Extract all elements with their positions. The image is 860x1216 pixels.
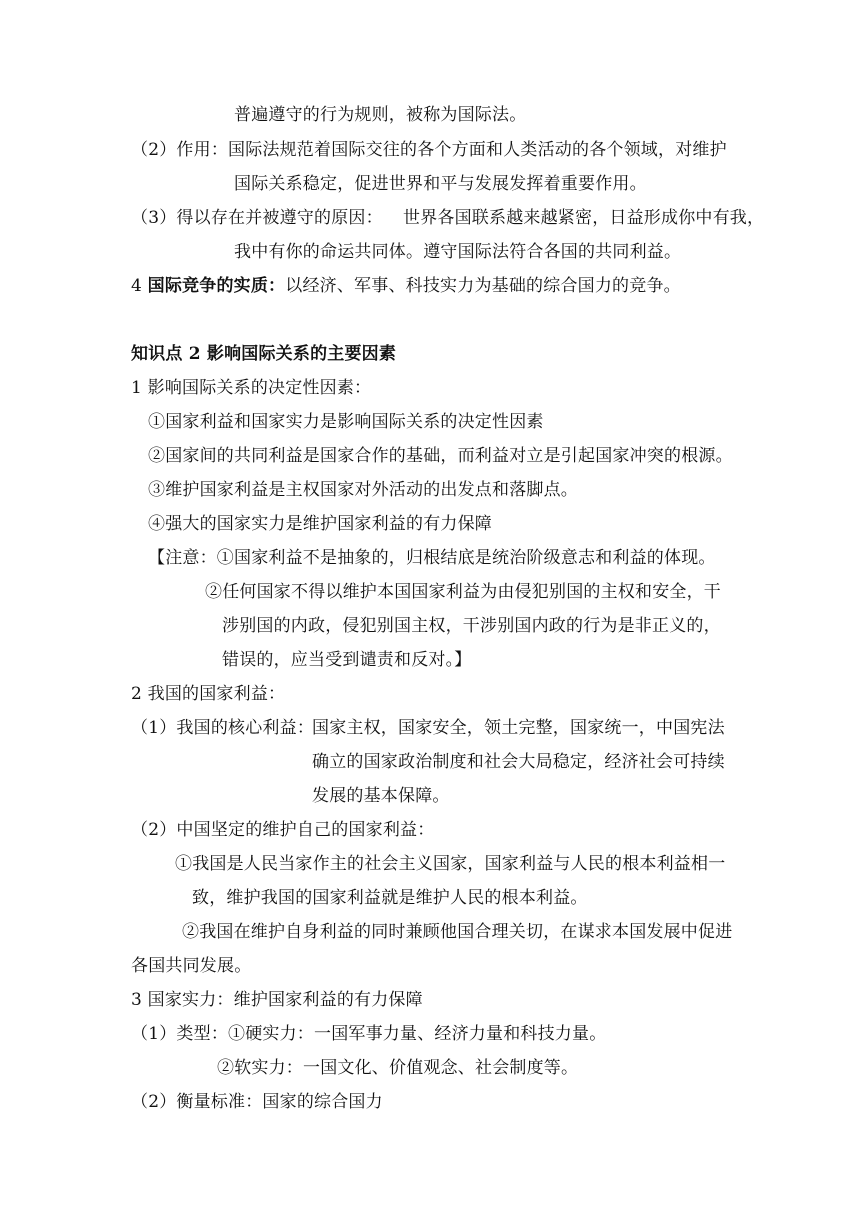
point3-title: 3 国家实力：维护国家利益的有力保障 bbox=[131, 990, 423, 1010]
firm-line-3: ②我国在维护自身利益的同时兼顾他国合理关切，在谋求本国发展中促进 bbox=[182, 922, 733, 942]
point1-title: 1 影响国际关系的决定性因素： bbox=[131, 378, 372, 398]
note-line-2: ②任何国家不得以维护本国国家利益为由侵犯别国的主权和安全，干 bbox=[205, 582, 721, 602]
point1-item-4: ④强大的国家实力是维护国家利益的有力保障 bbox=[148, 514, 492, 534]
reason-text-1: 世界各国联系越来越紧密，日益形成你中有我， bbox=[403, 208, 765, 228]
competition-line bbox=[131, 275, 681, 297]
point2-title: 2 我国的国家利益： bbox=[131, 684, 286, 704]
firm-line-2: 致，维护我国的国家利益就是维护人民的根本利益。 bbox=[192, 888, 588, 908]
point1-item-2: ②国家间的共同利益是国家合作的基础，而利益对立是引起国家冲突的根源。 bbox=[148, 446, 733, 466]
competition-label: 国际竞争的实质： bbox=[147, 276, 286, 296]
function-text-2: 国际关系稳定，促进世界和平与发展发挥着重要作用。 bbox=[234, 174, 647, 194]
competition-text: 以经济、军事、科技实力为基础的综合国力的竞争。 bbox=[285, 276, 681, 296]
point1-item-1: ①国家利益和国家实力是影响国际关系的决定性因素 bbox=[148, 412, 544, 432]
note-line-3: 涉别国的内政，侵犯别国主权，干涉别国内政的行为是非正义的， bbox=[222, 616, 721, 636]
reason-label: （3）得以存在并被遵守的原因： bbox=[131, 208, 383, 228]
measure-line: （2）衡量标准：国家的综合国力 bbox=[131, 1092, 383, 1112]
function-text-1: 国际法规范着国际交往的各个方面和人类活动的各个领域，对维护 bbox=[228, 140, 727, 160]
point1-item-3: ③维护国家利益是主权国家对外活动的出发点和落脚点。 bbox=[148, 480, 578, 500]
type-soft: ②软实力：一国文化、价值观念、社会制度等。 bbox=[217, 1058, 579, 1078]
core-text-3: 发展的基本保障。 bbox=[312, 786, 450, 806]
function-label: （2）作用： bbox=[131, 140, 229, 160]
competition-number: 4 bbox=[131, 276, 143, 296]
firm-line-1: ①我国是人民当家作主的社会主义国家，国家利益与人民的根本利益相一 bbox=[175, 854, 726, 874]
core-text-2: 确立的国家政治制度和社会大局稳定，经济社会可持续 bbox=[312, 752, 725, 772]
reason-text-2: 我中有你的命运共同体。遵守国际法符合各国的共同利益。 bbox=[234, 242, 682, 262]
type-label: （1）类型： bbox=[131, 1024, 229, 1044]
firm-line-4: 各国共同发展。 bbox=[131, 956, 252, 976]
section-heading: 知识点 2 影响国际关系的主要因素 bbox=[131, 344, 397, 364]
type-hard: ①硬实力：一国军事力量、经济力量和科技力量。 bbox=[228, 1024, 607, 1044]
firm-title: （2）中国坚定的维护自己的国家利益： bbox=[131, 820, 435, 840]
core-label: （1）我国的核心利益： bbox=[131, 718, 315, 738]
definition-tail: 普遍遵守的行为规则，被称为国际法。 bbox=[234, 105, 527, 125]
note-line-1: 【注意：①国家利益不是抽象的，归根结底是统治阶级意志和利益的体现。 bbox=[148, 548, 716, 568]
core-text-1: 国家主权，国家安全，领土完整，国家统一，中国宪法 bbox=[312, 718, 725, 738]
note-line-4: 错误的，应当受到谴责和反对。】 bbox=[222, 650, 472, 670]
